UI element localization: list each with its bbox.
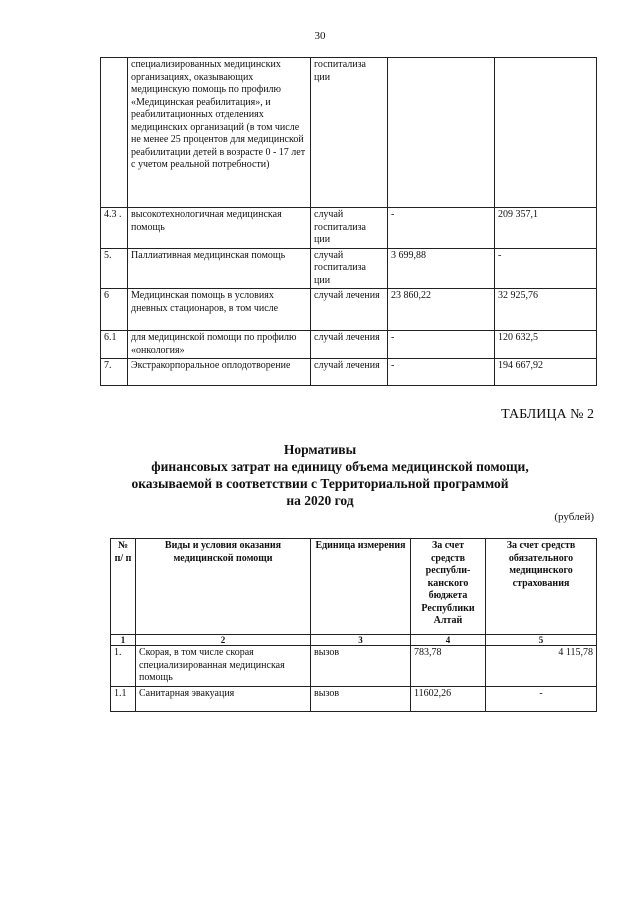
table-row — [111, 686, 597, 711]
row-unit: случай госпитализа ции — [311, 208, 388, 249]
row-number: 1. — [111, 646, 136, 687]
row-budget: - — [388, 331, 495, 359]
row-name: Санитарная эвакуация — [136, 686, 311, 711]
heading-line-1: Нормативы — [283, 442, 357, 457]
row-unit: госпитализа ции — [311, 58, 388, 208]
row-number — [101, 58, 128, 208]
row-oms: 120 632,5 — [495, 331, 597, 359]
heading-line-2: финансовых затрат на единицу объема медицинской помощи, — [151, 459, 529, 474]
row-number: 4.3 . — [101, 208, 128, 249]
table-row — [101, 359, 597, 386]
expenses-table-continued — [100, 57, 597, 386]
table-row — [101, 208, 597, 249]
row-oms: - — [495, 248, 597, 289]
column-number: 2 — [136, 635, 311, 646]
heading-line-4: на 2020 год — [286, 493, 354, 508]
table-row — [101, 58, 597, 208]
row-oms: 4 115,78 — [486, 646, 597, 687]
row-name: Медицинская помощь в условиях дневных стационаров, в том числе — [128, 289, 311, 331]
column-number: 3 — [311, 635, 411, 646]
row-number: 5. — [101, 248, 128, 289]
header-oms: За счет средств обязательного медицинского страхования — [486, 539, 597, 635]
row-name: специализированных медицинских организациях, оказывающих медицинскую помощь по профилю «Медицинская реабилитация», и реабилитационных отделениях медицинских организаций (в том числе не менее 25 процентов для медицинской реабилитации детей в возрасте 0 - 17 лет с учетом реальной потребности) — [128, 58, 311, 208]
header-number: № п/ п — [111, 539, 136, 635]
row-unit: случай госпитализа ции — [311, 248, 388, 289]
row-name: Паллиативная медицинская помощь — [128, 248, 311, 289]
row-oms: - — [486, 686, 597, 711]
row-name: Скорая, в том числе скорая специализированная медицинская помощь — [136, 646, 311, 687]
header-budget: За счет средств республи- канского бюджета Республики Алтай — [411, 539, 486, 635]
column-number: 5 — [486, 635, 597, 646]
norms-table — [110, 538, 597, 712]
table-row — [101, 289, 597, 331]
table-row — [101, 248, 597, 289]
row-budget — [388, 58, 495, 208]
table-row — [101, 331, 597, 359]
row-oms: 209 357,1 — [495, 208, 597, 249]
table-2-title: ТАБЛИЦА № 2 — [501, 407, 594, 422]
row-number: 6 — [101, 289, 128, 331]
heading-line-3: оказываемой в соответствии с Территориальной программой — [131, 476, 509, 491]
row-name: высокотехнологичная медицинская помощь — [128, 208, 311, 249]
row-name: Экстракорпоральное оплодотворение — [128, 359, 311, 386]
row-budget: 11602,26 — [411, 686, 486, 711]
row-unit: вызов — [311, 686, 411, 711]
row-unit: случай лечения — [311, 359, 388, 386]
row-oms — [495, 58, 597, 208]
row-budget: 23 860,22 — [388, 289, 495, 331]
row-unit: вызов — [311, 646, 411, 687]
page-number: 30 — [314, 30, 326, 42]
row-number: 7. — [101, 359, 128, 386]
row-number: 6.1 — [101, 331, 128, 359]
header-unit: Единица измерения — [311, 539, 411, 635]
column-number-row — [111, 635, 597, 646]
column-number: 4 — [411, 635, 486, 646]
row-budget: 3 699,88 — [388, 248, 495, 289]
row-budget: - — [388, 208, 495, 249]
row-number: 1.1 — [111, 686, 136, 711]
column-number: 1 — [111, 635, 136, 646]
row-oms: 32 925,76 — [495, 289, 597, 331]
header-kind: Виды и условия оказания медицинской помощи — [136, 539, 311, 635]
row-oms: 194 667,92 — [495, 359, 597, 386]
row-name: для медицинской помощи по профилю «онкология» — [128, 331, 311, 359]
table-row — [111, 646, 597, 687]
table-header-row — [111, 539, 597, 635]
row-unit: случай лечения — [311, 331, 388, 359]
units-note: (рублей) — [554, 511, 594, 523]
row-budget: 783,78 — [411, 646, 486, 687]
row-unit: случай лечения — [311, 289, 388, 331]
row-budget: - — [388, 359, 495, 386]
